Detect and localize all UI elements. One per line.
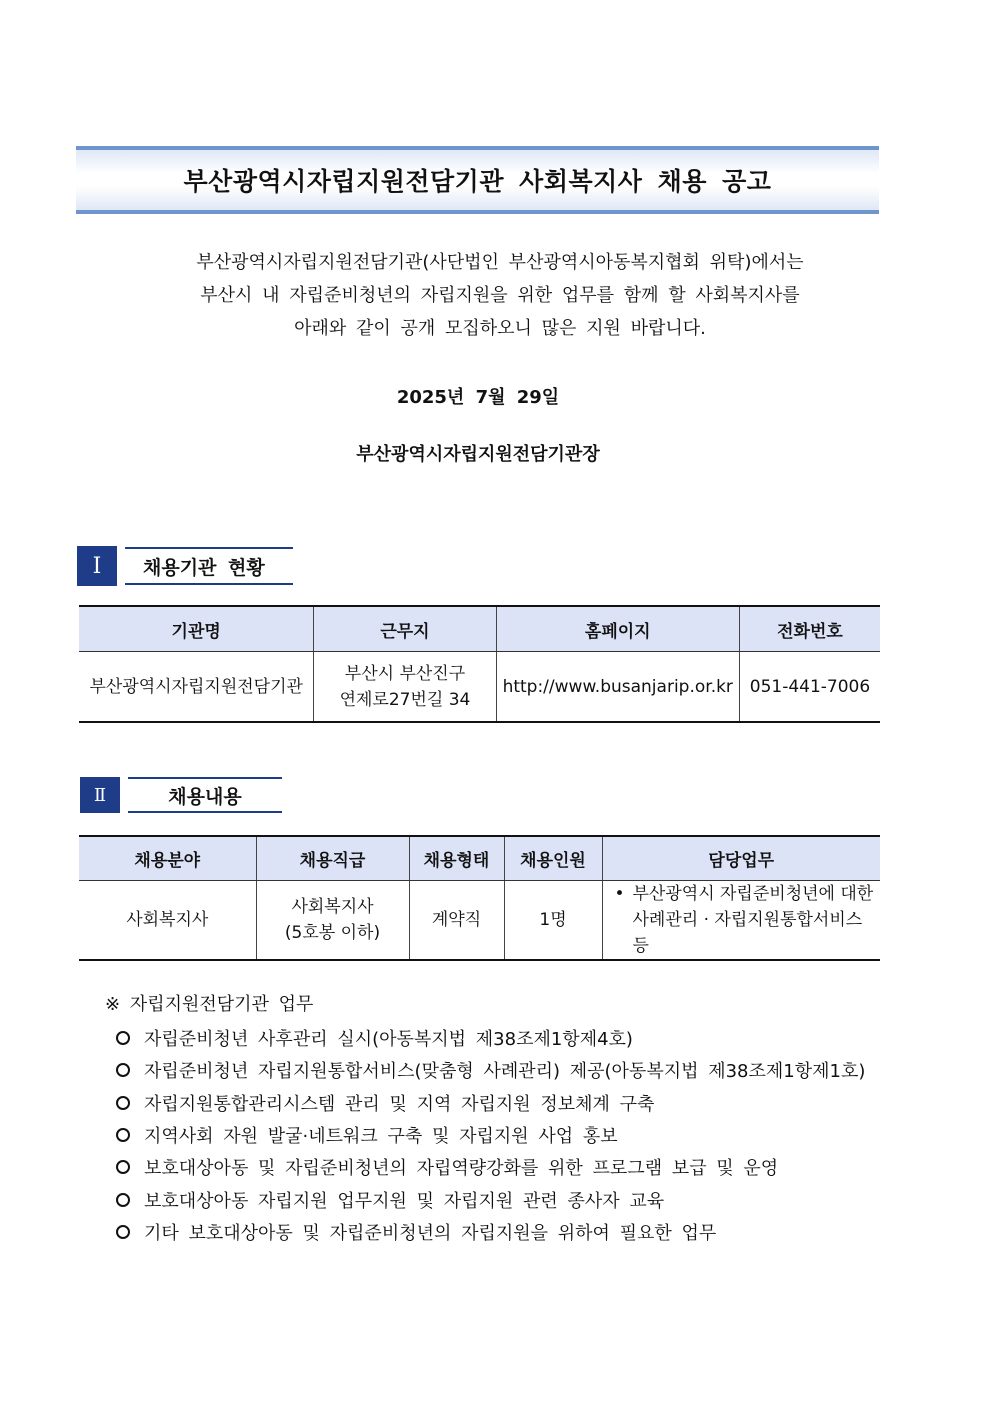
- recruitment-table: [79, 835, 880, 961]
- title-banner: [76, 146, 879, 214]
- field-cell: 사회복지사: [126, 910, 209, 930]
- list-item: [116, 1087, 865, 1119]
- duty-line: 사례관리 · 자립지원통합서비스 등: [632, 910, 863, 956]
- table-row: [79, 881, 880, 961]
- phone-cell: 051-441-7006: [739, 652, 880, 723]
- grade-line: 사회복지사: [291, 897, 374, 917]
- table-header-row: [79, 606, 880, 652]
- table-header-row: [79, 836, 880, 881]
- duty-text: 자립지원통합관리시스템 관리 및 지역 자립지원 정보체계 구축: [144, 1093, 655, 1115]
- table-row: [79, 652, 880, 723]
- duty-line: • 부산광역시 자립준비청년에 대한: [615, 881, 875, 907]
- circle-bullet-icon: [116, 1160, 130, 1174]
- header-cell: 채용직급: [256, 836, 409, 881]
- header-cell: 담당업무: [602, 836, 880, 881]
- circle-bullet-icon: [116, 1225, 130, 1239]
- duty-text: 보호대상아동 및 자립준비청년의 자립역량강화를 위한 프로그램 보급 및 운영: [144, 1158, 779, 1180]
- header-cell: 채용분야: [79, 836, 256, 881]
- header-cell: 기관명: [79, 606, 314, 652]
- organization-table: [79, 605, 880, 723]
- intro-line: 아래와 같이 공개 모집하오니 많은 지원 바랍니다.: [294, 318, 706, 339]
- section-1-heading: [77, 546, 293, 586]
- header-cell: 채용인원: [504, 836, 602, 881]
- duty-text: 자립준비청년 자립지원통합서비스(맞춤형 사례관리) 제공(아동복지법 제38조제1항제1호): [144, 1061, 866, 1083]
- circle-bullet-icon: [116, 1193, 130, 1207]
- duty-cell: [602, 881, 880, 961]
- location-line: 연제로27번길 34: [339, 689, 471, 710]
- duty-text: 자립준비청년 사후관리 실시(아동복지법 제38조제1항제4호): [144, 1029, 633, 1051]
- header-cell: 전화번호: [739, 606, 880, 652]
- circle-bullet-icon: [116, 1031, 130, 1045]
- list-item: [116, 1183, 865, 1215]
- intro-line: 부산광역시자립지원전담기관(사단법인 부산광역시아동복지협회 위탁)에서는: [196, 252, 804, 273]
- list-item: [116, 1022, 865, 1054]
- location-cell: [314, 652, 496, 723]
- duties-note: ※ 자립지원전담기관 업무: [105, 994, 314, 1015]
- list-item: [116, 1119, 865, 1151]
- list-item: [116, 1054, 865, 1086]
- duty-text: 보호대상아동 자립지원 업무지원 및 자립지원 관련 종사자 교육: [144, 1190, 665, 1212]
- grade-cell: [256, 881, 409, 961]
- grade-line: (5호봉 이하): [284, 923, 381, 943]
- circle-bullet-icon: [116, 1128, 130, 1142]
- section-number: Ⅱ: [80, 777, 120, 813]
- circle-bullet-icon: [116, 1063, 130, 1077]
- location-line: 부산시 부산진구: [344, 663, 466, 684]
- announcement-date: 2025년 7월 29일: [396, 387, 560, 408]
- duties-list: [116, 1022, 865, 1248]
- list-item: [116, 1216, 865, 1248]
- header-cell: 홈페이지: [496, 606, 739, 652]
- section-title: 채용내용: [128, 777, 282, 813]
- organization-head: 부산광역시자립지원전담기관장: [356, 444, 600, 465]
- header-cell: 채용형태: [409, 836, 504, 881]
- count-cell: 1명: [504, 881, 602, 961]
- duty-text: 기타 보호대상아동 및 자립준비청년의 자립지원을 위하여 필요한 업무: [144, 1222, 717, 1244]
- section-number: Ⅰ: [77, 546, 117, 586]
- type-cell: 계약직: [409, 881, 504, 961]
- intro-paragraph: [0, 246, 1000, 345]
- intro-line: 부산시 내 자립준비청년의 자립지원을 위한 업무를 함께 할 사회복지사를: [200, 285, 800, 306]
- section-2-heading: [80, 777, 282, 813]
- circle-bullet-icon: [116, 1096, 130, 1110]
- page-title: 부산광역시자립지원전담기관 사회복지사 채용 공고: [183, 167, 772, 196]
- org-name-cell: 부산광역시자립지원전담기관: [89, 676, 303, 697]
- homepage-link[interactable]: http://www.busanjarip.or.kr: [496, 652, 739, 723]
- header-cell: 근무지: [314, 606, 496, 652]
- duty-text: 지역사회 자원 발굴·네트워크 구축 및 자립지원 사업 홍보: [144, 1126, 618, 1148]
- list-item: [116, 1151, 865, 1183]
- section-title: 채용기관 현황: [125, 547, 293, 585]
